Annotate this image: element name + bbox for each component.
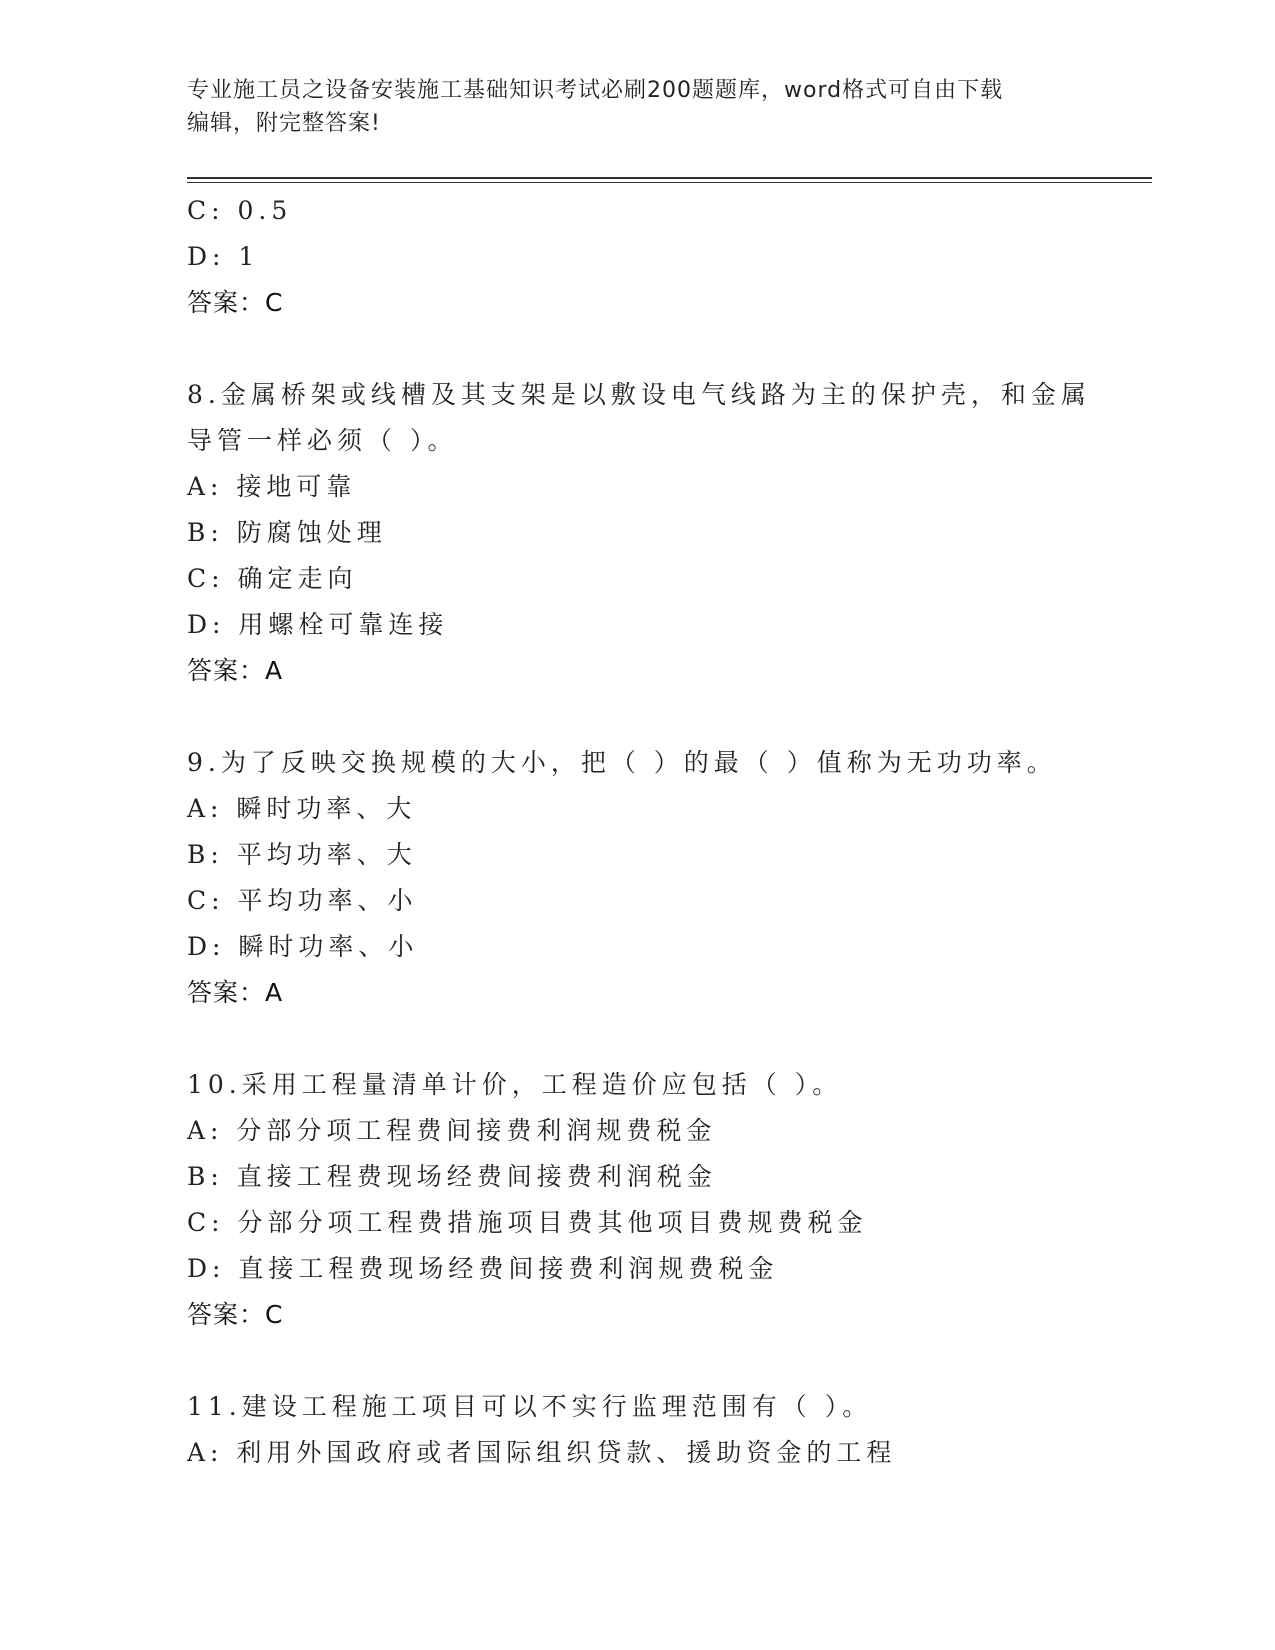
q7-answer: 答案：C xyxy=(187,288,284,317)
question-9 xyxy=(187,740,1087,1016)
spacer xyxy=(187,1016,1087,1062)
q9-answer: 答案：A xyxy=(187,978,284,1007)
q10-option-d: D: 直接工程费现场经费间接费利润规费税金 xyxy=(187,1254,779,1283)
question-7 xyxy=(187,188,1087,326)
q8-stem-line2: 导管一样必须（ ）。 xyxy=(187,426,458,455)
header-divider-thick xyxy=(187,177,1152,179)
header-divider-thin xyxy=(187,182,1152,183)
q10-option-b: B: 直接工程费现场经费间接费利润税金 xyxy=(187,1162,717,1191)
q11-stem: 11.建设工程施工项目可以不实行监理范围有（ ）。 xyxy=(187,1392,873,1421)
question-8 xyxy=(187,372,1091,694)
q9-option-c: C: 平均功率、小 xyxy=(187,886,418,915)
q11-option-a: A: 利用外国政府或者国际组织贷款、援助资金的工程 xyxy=(187,1438,897,1467)
q10-option-a: A: 分部分项工程费间接费利润规费税金 xyxy=(187,1116,717,1145)
q8-option-c: C: 确定走向 xyxy=(187,564,358,593)
q10-option-c: C: 分部分项工程费措施项目费其他项目费规费税金 xyxy=(187,1208,868,1237)
q8-answer: 答案：A xyxy=(187,656,284,685)
spacer xyxy=(187,326,1087,372)
question-10 xyxy=(187,1062,1087,1338)
q9-option-b: B: 平均功率、大 xyxy=(187,840,417,869)
q7-option-d: D: 1 xyxy=(187,242,260,271)
q9-option-a: A: 瞬时功率、大 xyxy=(187,794,417,823)
document-header xyxy=(187,74,1087,140)
question-11 xyxy=(187,1384,1087,1476)
question-list xyxy=(187,188,1091,1476)
header-title-line2: 编辑，附完整答案! xyxy=(187,111,381,136)
q8-option-d: D: 用螺栓可靠连接 xyxy=(187,610,449,639)
q10-stem: 10.采用工程量清单计价，工程造价应包括（ ）。 xyxy=(187,1070,843,1099)
spacer xyxy=(187,1338,1087,1384)
q8-option-b: B: 防腐蚀处理 xyxy=(187,518,387,547)
q7-option-c: C: 0.5 xyxy=(187,196,293,225)
q8-stem-line1: 8.金属桥架或线槽及其支架是以敷设电气线路为主的保护壳，和金属 xyxy=(187,380,1091,409)
q10-answer: 答案：C xyxy=(187,1300,284,1329)
q9-option-d: D: 瞬时功率、小 xyxy=(187,932,419,961)
spacer xyxy=(187,694,1087,740)
q9-stem: 9.为了反映交换规模的大小，把（ ）的最（ ）值称为无功功率。 xyxy=(187,748,1057,777)
header-title-line1: 专业施工员之设备安装施工基础知识考试必刷200题题库，word格式可自由下载 xyxy=(187,78,1004,103)
q8-option-a: A: 接地可靠 xyxy=(187,472,357,501)
